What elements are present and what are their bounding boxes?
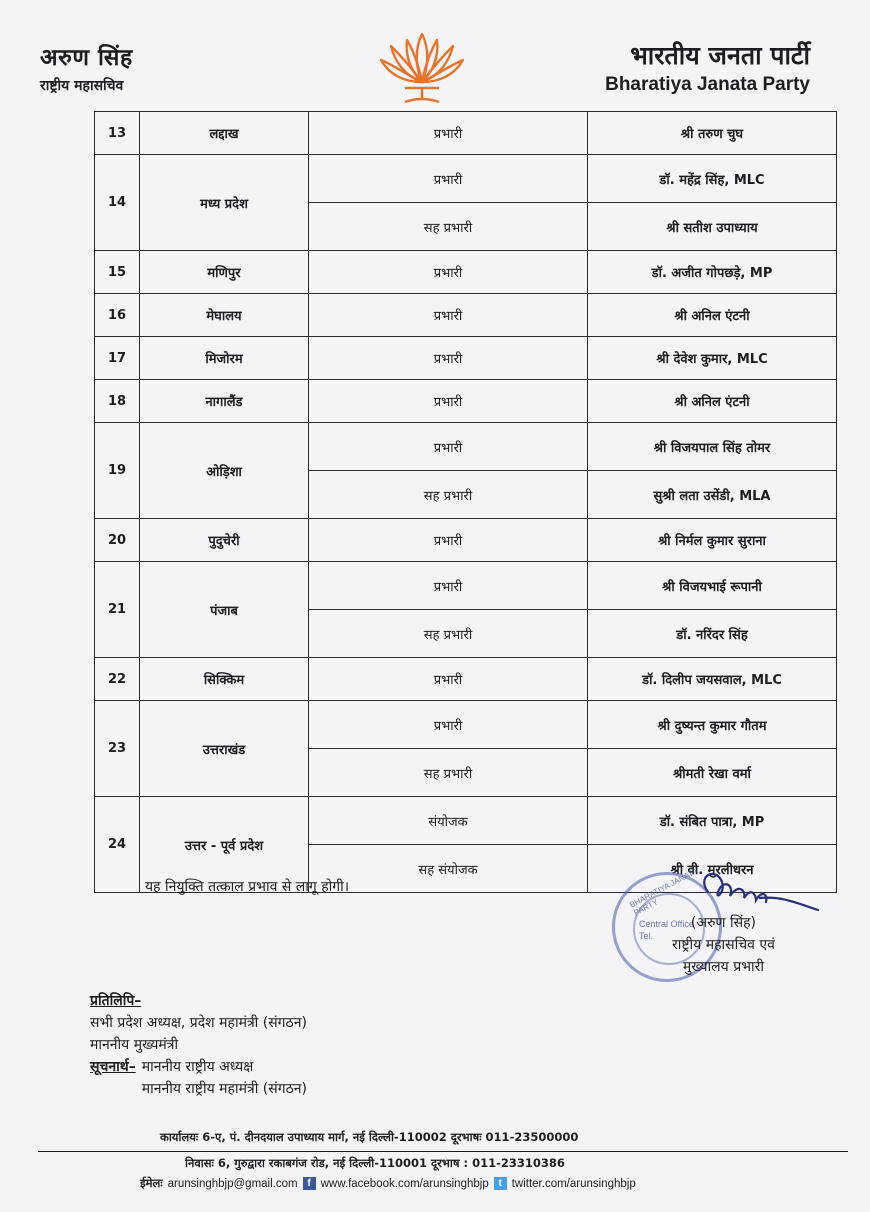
person-cell: श्री दुष्यन्त कुमार गौतम [588,701,837,749]
signature-block [672,912,775,978]
role-cell: सह प्रभारी [309,203,588,251]
person-cell: श्री विजयभाई रूपानी [588,562,837,610]
role-cell: सह संयोजक [309,845,588,893]
role-cell: प्रभारी [309,294,588,337]
row-number: 20 [95,519,140,562]
copy-recipient: सभी प्रदेश अध्यक्ष, प्रदेश महामंत्री (संगठन) [90,1015,307,1031]
row-number: 19 [95,423,140,519]
state-cell: उत्तराखंड [140,701,309,797]
table-row [95,519,837,562]
state-cell: मेघालय [140,294,309,337]
state-cell: उत्तर - पूर्व प्रदेश [140,797,309,893]
role-cell: प्रभारी [309,112,588,155]
stamp-office-text: Central Office [639,919,694,929]
state-cell: मध्य प्रदेश [140,155,309,251]
table-row [95,658,837,701]
lotus-icon [375,26,469,112]
person-cell: श्री देवेश कुमार, MLC [588,337,837,380]
row-number: 16 [95,294,140,337]
role-cell: प्रभारी [309,380,588,423]
person-cell: डॉ. नरिंदर सिंह [588,610,837,658]
row-number: 15 [95,251,140,294]
table-row [95,701,837,749]
appointments-table [94,111,837,893]
footer-office-address: कार्यालयः 6-ए, पं. दीनदयाल उपाध्याय मार्ग, नई दिल्ली-110002 दूरभाषः 011-23500000 [160,1130,579,1144]
person-cell: डॉ. महेंद्र सिंह, MLC [588,155,837,203]
role-cell: सह प्रभारी [309,471,588,519]
copies-section [90,990,307,1100]
signatory-designation: राष्ट्रीय महासचिव एवं [672,937,775,953]
footer-contacts [140,1176,636,1191]
table-row [95,423,837,471]
info-recipient: माननीय राष्ट्रीय महामंत्री (संगठन) [141,1081,307,1097]
footer-residence-address: निवासः 6, गुरुद्वारा रकाबगंज रोड, नई दिल्ली-110001 दूरभाष : 011-23310386 [185,1156,565,1170]
role-cell: प्रभारी [309,155,588,203]
table-row [95,294,837,337]
copy-recipient: माननीय मुख्यमंत्री [90,1037,179,1053]
person-cell: श्री विजयपाल सिंह तोमर [588,423,837,471]
role-cell: प्रभारी [309,337,588,380]
person-cell: डॉ. अजीत गोपछड़े, MP [588,251,837,294]
person-cell: श्री निर्मल कुमार सुराना [588,519,837,562]
letterhead-left [40,40,133,95]
table-row [95,251,837,294]
row-number: 13 [95,112,140,155]
person-cell: श्री अनिल एंटनी [588,294,837,337]
role-cell: सह प्रभारी [309,610,588,658]
row-number: 18 [95,380,140,423]
info-list [142,1056,307,1100]
row-number: 17 [95,337,140,380]
state-cell: पुदुचेरी [140,519,309,562]
signatory-name: (अरुण सिंह) [690,915,756,931]
info-recipient: माननीय राष्ट्रीय अध्यक्ष [141,1059,254,1075]
effect-note: यह नियुक्ति तत्काल प्रभाव से लागू होगी। [145,879,350,895]
role-cell: संयोजक [309,797,588,845]
state-cell: मणिपुर [140,251,309,294]
table-row [95,562,837,610]
table-row [95,155,837,203]
stamp-arc-text: BHARATIYA JANATA PARTY [628,866,699,918]
state-cell: मिजोरम [140,337,309,380]
person-cell: श्रीमती रेखा वर्मा [588,749,837,797]
role-cell: प्रभारी [309,658,588,701]
table-row [95,112,837,155]
role-cell: प्रभारी [309,701,588,749]
person-cell: सुश्री लता उसेंडी, MLA [588,471,837,519]
table-row [95,797,837,845]
twitter-link[interactable]: twitter.com/arunsinghbjp [511,1177,636,1190]
person-cell: डॉ. संबित पात्रा, MP [588,797,837,845]
info-label: सूचनार्थ– [90,1059,136,1075]
email-label: ईमेलः [140,1176,163,1190]
person-cell: डॉ. दिलीप जयसवाल, MLC [588,658,837,701]
stamp-tel-text: Tel. [639,931,654,941]
role-cell: प्रभारी [309,519,588,562]
person-cell: श्री अनिल एंटनी [588,380,837,423]
role-cell: प्रभारी [309,423,588,471]
sender-designation: राष्ट्रीय महासचिव [40,78,124,94]
info-row [90,1056,307,1100]
email-link[interactable]: arunsinghbjp@gmail.com [167,1177,298,1190]
party-name-hindi: भारतीय जनता पार्टी [630,41,810,70]
role-cell: प्रभारी [309,251,588,294]
state-cell: लद्दाख [140,112,309,155]
facebook-link[interactable]: www.facebook.com/arunsinghbjp [320,1177,489,1190]
row-number: 21 [95,562,140,658]
state-cell: ओड़िशा [140,423,309,519]
row-number: 23 [95,701,140,797]
signatory-role: मुख्यालय प्रभारी [682,959,765,975]
row-number: 14 [95,155,140,251]
facebook-icon: f [303,1177,316,1190]
person-cell: श्री वी. मुरलीधरन [588,845,837,893]
footer-divider [38,1151,848,1152]
role-cell: प्रभारी [309,562,588,610]
twitter-icon: t [494,1177,507,1190]
party-name-english: Bharatiya Janata Party [605,74,810,95]
state-cell: सिक्किम [140,658,309,701]
person-cell: श्री सतीश उपाध्याय [588,203,837,251]
row-number: 22 [95,658,140,701]
row-number: 24 [95,797,140,893]
state-cell: पंजाब [140,562,309,658]
letterhead-right [605,38,810,96]
sender-name: अरुण सिंह [40,45,133,71]
table-row [95,337,837,380]
copies-heading: प्रतिलिपि– [90,993,142,1009]
role-cell: सह प्रभारी [309,749,588,797]
state-cell: नागालैंड [140,380,309,423]
table-row [95,380,837,423]
person-cell: श्री तरुण चुघ [588,112,837,155]
